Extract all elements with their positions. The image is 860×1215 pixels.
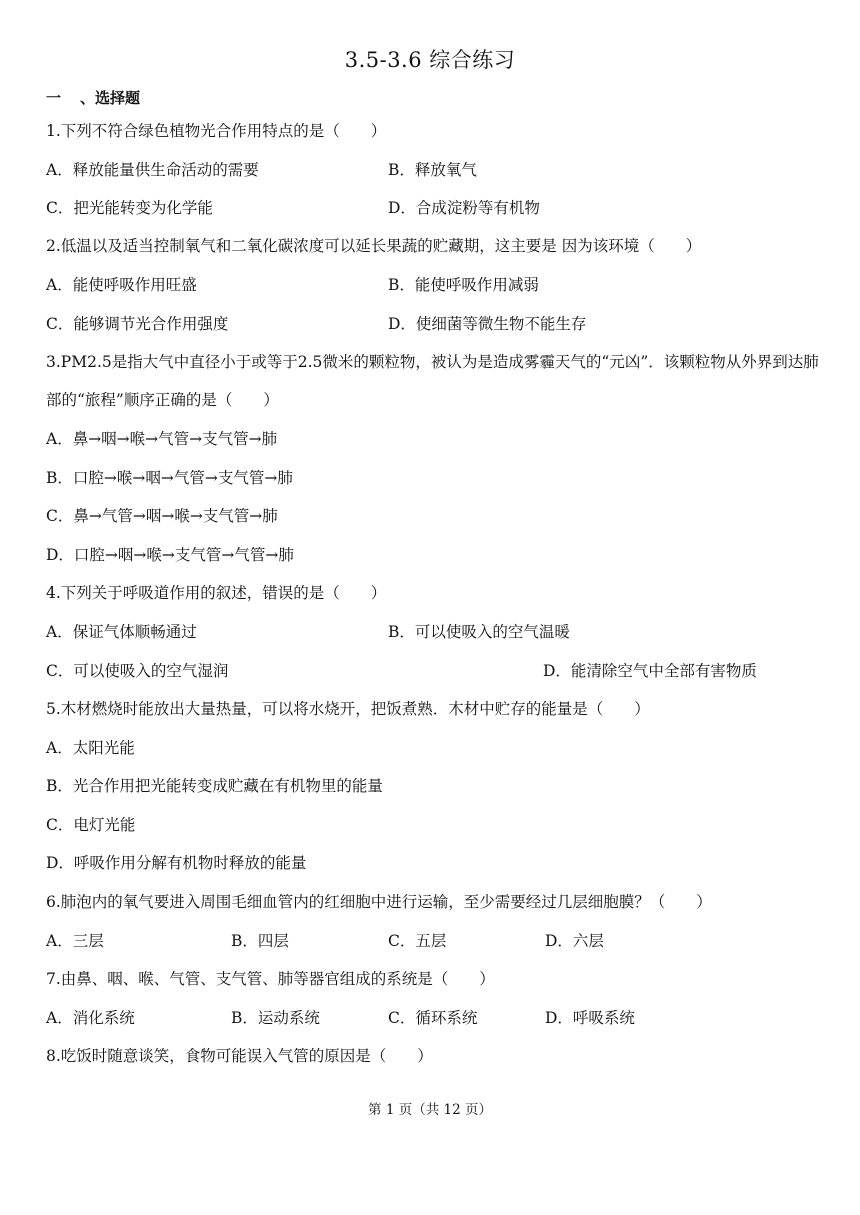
- answer-option: D．六层: [545, 932, 604, 950]
- answer-option: C．鼻→气管→咽→喉→支气管→肺: [46, 507, 278, 525]
- answer-option: C．能够调节光合作用强度: [46, 315, 229, 333]
- answer-option: D．呼吸系统: [545, 1009, 635, 1027]
- answer-option: C．可以使吸入的空气湿润: [46, 662, 229, 680]
- question-stem: 5.木材燃烧时能放出大量热量，可以将水烧开，把饭煮熟．木材中贮存的能量是（ ）: [46, 700, 650, 718]
- answer-option: B．四层: [231, 932, 289, 950]
- answer-option: C．循环系统: [388, 1009, 478, 1027]
- question-stem: 6.肺泡内的氧气要进入周围毛细血管内的红细胞中进行运输，至少需要经过几层细胞膜？（ ）: [46, 893, 712, 911]
- answer-option: A．释放能量供生命活动的需要: [46, 161, 259, 179]
- question-stem: 3.PM2.5是指大气中直径小于或等于2.5微米的颗粒物，被认为是造成雾霾天气的“元凶”．该颗粒物从外界到达肺部的“旅程”顺序正确的是（ ）: [46, 353, 819, 409]
- answer-option: B．释放氧气: [388, 161, 477, 179]
- question-stem: 2.低温以及适当控制氧气和二氧化碳浓度可以延长果蔬的贮藏期，这主要是 因为该环境（ ）: [46, 237, 702, 255]
- answer-option: B．能使呼吸作用减弱: [388, 276, 539, 294]
- answer-option: B．口腔→喉→咽→气管→支气管→肺: [46, 469, 293, 487]
- question-stem: 1.下列不符合绿色植物光合作用特点的是（ ）: [46, 122, 387, 140]
- answer-option: A．三层: [46, 932, 104, 950]
- answer-option: D．能清除空气中全部有害物质: [543, 662, 757, 680]
- answer-option: C．电灯光能: [46, 816, 136, 834]
- answer-option: D．口腔→咽→喉→支气管→气管→肺: [46, 546, 294, 564]
- answer-option: D．呼吸作用分解有机物时释放的能量: [46, 854, 307, 872]
- answer-option: A．消化系统: [46, 1009, 135, 1027]
- answer-option: A．鼻→咽→喉→气管→支气管→肺: [46, 430, 278, 448]
- answer-option: A．太阳光能: [46, 739, 135, 757]
- answer-option: A．保证气体顺畅通过: [46, 623, 197, 641]
- question-stem: 8.吃饭时随意谈笑，食物可能误入气管的原因是（ ）: [46, 1047, 433, 1065]
- answer-option: D．使细菌等微生物不能生存: [388, 315, 587, 333]
- answer-option: C．把光能转变为化学能: [46, 199, 213, 217]
- question-stem: 4.下列关于呼吸道作用的叙述，错误的是（ ）: [46, 584, 387, 602]
- answer-option: B．可以使吸入的空气温暖: [388, 623, 570, 641]
- page-title: 3.5-3.6 综合练习: [344, 48, 516, 72]
- section-label: 、选择题: [80, 89, 141, 107]
- answer-option: A．能使呼吸作用旺盛: [46, 276, 197, 294]
- question-stem: 7.由鼻、咽、喉、气管、支气管、肺等器官组成的系统是（ ）: [46, 970, 495, 988]
- answer-option: B．光合作用把光能转变成贮藏在有机物里的能量: [46, 777, 383, 795]
- section-heading: [46, 87, 140, 108]
- answer-option: D．合成淀粉等有机物: [388, 199, 540, 217]
- answer-option: B．运动系统: [231, 1009, 320, 1027]
- answer-option: C．五层: [388, 932, 447, 950]
- section-number: 一: [46, 89, 62, 107]
- page-footer: 第 1 页（共 12 页）: [368, 1102, 492, 1118]
